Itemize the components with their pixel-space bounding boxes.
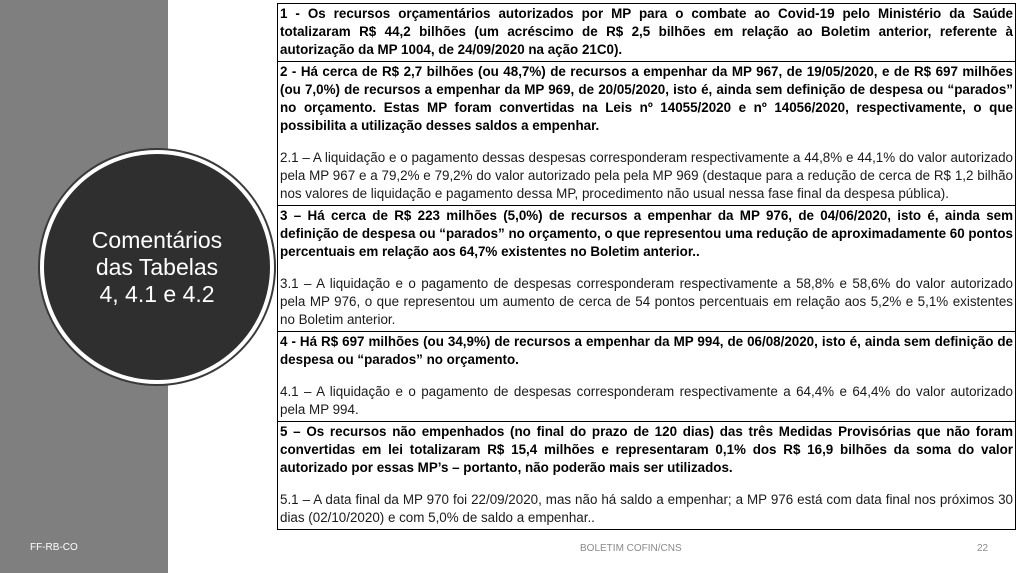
- section-title-line-1: Comentários: [91, 226, 223, 253]
- section-title-line-2: das Tabelas: [95, 253, 219, 280]
- comment-item-2: [277, 61, 1016, 205]
- footer-title: BOLETIM COFIN/CNS: [580, 543, 682, 554]
- comment-2-sub: 2.1 – A liquidação e o pagamento dessas despesas corresponderam respectivamente a 44,8% e 44,1% do valor autorizado pela MP 967 e a 79,2% e 79,2% do valor autorizado pela pela MP 969 (destaque para a redução de cerca de R$ 1,2 bilhão nos valores de liquidação e pagamento dessa MP, procedimento não usual nessa fase final da despesa pública).: [280, 150, 1013, 201]
- comment-item-1: [277, 3, 1016, 61]
- comment-3-sub: 3.1 – A liquidação e o pagamento de despesas corresponderam respectivamente a 58,8% e 58,6% do valor autorizado pela MP 976, o que representou um aumento de cerca de 54 pontos percentuais em relação aos 5,2% e 5,1% existentes no Boletim anterior.: [280, 276, 1013, 327]
- comment-2-main: 2 - Há cerca de R$ 2,7 bilhões (ou 48,7%) de recursos a empenhar da MP 967, de 19/05/2020, e de R$ 697 milhões (ou 7,0%) de recursos a empenhar da MP 969, de 20/05/2020, isto é, ainda sem definição de despesa ou “parados” no orçamento. Estas MP foram convertidas na Leis nº 14055/2020 e nº 14056/2020, respectivamente, o que possibilita a utilização desses saldos a empenhar.: [280, 64, 1013, 133]
- section-title: [72, 227, 242, 308]
- comment-item-3: [277, 205, 1016, 331]
- comment-item-4: [277, 331, 1016, 421]
- section-title-circle: [40, 150, 274, 384]
- comment-3-main: 3 – Há cerca de R$ 223 milhões (5,0%) de recursos a empenhar da MP 976, de 04/06/2020, isto é, ainda sem definição de despesa ou “parados” no orçamento, o que representou uma redução de aproximadamente 60 pontos percentuais em relação aos 64,7% existentes no Boletim anterior..: [280, 208, 1013, 259]
- comment-5-main: 5 – Os recursos não empenhados (no final do prazo de 120 dias) das três Medidas Provisórias que não foram convertidas em lei totalizaram R$ 15,4 milhões e representaram 0,1% dos R$ 16,9 bilhões da soma do valor autorizado por essas MP’s – portanto, não poderão mais ser utilizados.: [280, 424, 1013, 475]
- footer-left-label: FF-RB-CO: [30, 542, 78, 553]
- section-title-line-3: 4, 4.1 e 4.2: [99, 280, 215, 307]
- comment-4-sub: 4.1 – A liquidação e o pagamento de despesas corresponderam respectivamente a 64,4% e 64,4% do valor autorizado pela MP 994.: [280, 384, 1013, 417]
- comment-4-main: 4 - Há R$ 697 milhões (ou 34,9%) de recursos a empenhar da MP 994, de 06/08/2020, isto é, ainda sem definição de despesa ou “parados” no orçamento.: [280, 334, 1013, 367]
- comment-item-5: [277, 421, 1016, 530]
- page-number: 22: [977, 543, 989, 554]
- comments-table: [277, 3, 1016, 530]
- comment-1-main: 1 - Os recursos orçamentários autorizados por MP para o combate ao Covid-19 pelo Ministério da Saúde totalizaram R$ 44,2 bilhões (um acréscimo de R$ 2,5 bilhões em relação ao Boletim anterior, referente à autorização da MP 1004, de 24/09/2020 na ação 21C0).: [280, 6, 1013, 57]
- comment-5-sub: 5.1 – A data final da MP 970 foi 22/09/2020, mas não há saldo a empenhar; a MP 976 está com data final nos próximos 30 dias (02/10/2020) e com 5,0% de saldo a empenhar..: [280, 492, 1013, 525]
